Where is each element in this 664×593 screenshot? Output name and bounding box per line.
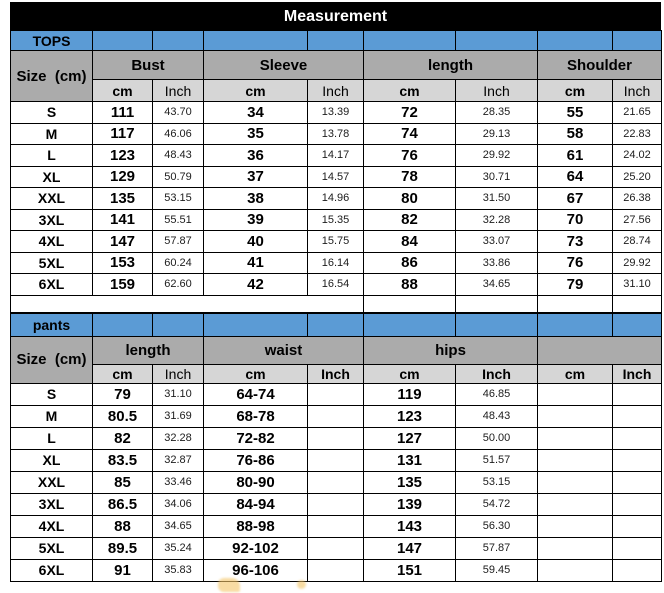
cm-value-cell: 64: [538, 166, 613, 188]
table-row: [11, 188, 662, 210]
blue-cell: [93, 31, 153, 51]
unit-header-cm: cm: [204, 80, 308, 102]
inch-value-cell: 43.70: [153, 102, 204, 124]
cm-value-cell: [538, 427, 613, 449]
inch-value-cell: 48.43: [456, 405, 538, 427]
cm-value-cell: 76: [538, 252, 613, 274]
cm-value-cell: 143: [364, 515, 456, 537]
cm-value-cell: 85: [93, 471, 153, 493]
unit-header-cm: cm: [93, 364, 153, 383]
inch-value-cell: 55.51: [153, 209, 204, 231]
size-column-header: Size (cm): [11, 336, 93, 383]
cm-value-cell: 68-78: [204, 405, 308, 427]
inch-value-cell: 31.10: [153, 383, 204, 405]
table-row: [11, 102, 662, 124]
cm-value-cell: 78: [364, 166, 456, 188]
inch-value-cell: 29.13: [456, 123, 538, 145]
cm-value-cell: 70: [538, 209, 613, 231]
table-row: [11, 493, 662, 515]
blue-cell: [613, 313, 662, 336]
cm-value-cell: 42: [204, 274, 308, 296]
unit-header-cm: cm: [93, 80, 153, 102]
inch-value-cell: [308, 427, 364, 449]
inch-value-cell: [613, 449, 662, 471]
gap-cell: [11, 295, 364, 312]
inch-value-cell: [308, 449, 364, 471]
cm-value-cell: 88: [364, 274, 456, 296]
cm-value-cell: 76-86: [204, 449, 308, 471]
gap-cell: [613, 295, 662, 312]
cm-value-cell: 61: [538, 145, 613, 167]
inch-value-cell: 46.06: [153, 123, 204, 145]
inch-value-cell: [613, 537, 662, 559]
blue-cell: [204, 31, 308, 51]
cm-value-cell: 86.5: [93, 493, 153, 515]
cm-value-cell: [538, 537, 613, 559]
unit-header-cm: cm: [538, 364, 613, 383]
cm-value-cell: 73: [538, 231, 613, 253]
tops-section-row: [11, 31, 662, 51]
group-header-length: length: [364, 51, 538, 80]
cm-value-cell: 131: [364, 449, 456, 471]
size-cell: 4XL: [11, 515, 93, 537]
inch-value-cell: 57.87: [456, 537, 538, 559]
inch-value-cell: 46.85: [456, 383, 538, 405]
cm-value-cell: [538, 405, 613, 427]
cm-value-cell: 37: [204, 166, 308, 188]
cm-value-cell: 111: [93, 102, 153, 124]
table-row: [11, 537, 662, 559]
inch-value-cell: 29.92: [456, 145, 538, 167]
blue-cell: [93, 313, 153, 336]
blue-cell: [204, 313, 308, 336]
cm-value-cell: [538, 493, 613, 515]
pants-table: [10, 313, 662, 582]
blue-cell: [308, 31, 364, 51]
inch-value-cell: 57.87: [153, 231, 204, 253]
unit-header-inch: Inch: [308, 364, 364, 383]
cm-value-cell: 147: [364, 537, 456, 559]
cm-value-cell: 123: [93, 145, 153, 167]
size-cell: L: [11, 145, 93, 167]
size-cell: XL: [11, 449, 93, 471]
inch-value-cell: [613, 515, 662, 537]
inch-value-cell: 31.69: [153, 405, 204, 427]
table-row: [11, 166, 662, 188]
inch-value-cell: 31.50: [456, 188, 538, 210]
tops-section-label: TOPS: [11, 31, 93, 51]
size-cell: 3XL: [11, 493, 93, 515]
inch-value-cell: 28.74: [613, 231, 662, 253]
tops-rows: [11, 102, 662, 296]
size-cell: 5XL: [11, 252, 93, 274]
table-row: [11, 123, 662, 145]
cm-value-cell: 147: [93, 231, 153, 253]
inch-value-cell: 13.78: [308, 123, 364, 145]
unit-header-cm: cm: [364, 364, 456, 383]
cm-value-cell: 80.5: [93, 405, 153, 427]
inch-value-cell: 24.02: [613, 145, 662, 167]
inch-value-cell: 34.65: [456, 274, 538, 296]
inch-value-cell: 22.83: [613, 123, 662, 145]
cm-value-cell: [538, 471, 613, 493]
size-cell: M: [11, 123, 93, 145]
group-header-empty: [538, 336, 662, 364]
size-cell: S: [11, 383, 93, 405]
inch-value-cell: 32.87: [153, 449, 204, 471]
inch-value-cell: 13.39: [308, 102, 364, 124]
inch-value-cell: 53.15: [456, 471, 538, 493]
unit-header-cm: cm: [204, 364, 308, 383]
inch-value-cell: 25.20: [613, 166, 662, 188]
cm-value-cell: 135: [364, 471, 456, 493]
size-cell: 3XL: [11, 209, 93, 231]
cm-value-cell: 36: [204, 145, 308, 167]
inch-value-cell: 56.30: [456, 515, 538, 537]
table-row: [11, 559, 662, 581]
cm-value-cell: [538, 449, 613, 471]
inch-value-cell: 30.71: [456, 166, 538, 188]
blue-cell: [364, 313, 456, 336]
inch-value-cell: 32.28: [153, 427, 204, 449]
table-row: [11, 252, 662, 274]
cm-value-cell: 67: [538, 188, 613, 210]
cm-value-cell: 119: [364, 383, 456, 405]
cm-value-cell: 92-102: [204, 537, 308, 559]
cm-value-cell: 40: [204, 231, 308, 253]
cm-value-cell: 84: [364, 231, 456, 253]
inch-value-cell: 34.06: [153, 493, 204, 515]
cm-value-cell: [538, 559, 613, 581]
group-header-hips: hips: [364, 336, 538, 364]
blue-cell: [613, 31, 662, 51]
pants-section-row: [11, 313, 662, 336]
cm-value-cell: 88: [93, 515, 153, 537]
cm-value-cell: [538, 515, 613, 537]
inch-value-cell: 54.72: [456, 493, 538, 515]
inch-value-cell: 53.15: [153, 188, 204, 210]
table-row: [11, 405, 662, 427]
unit-header-inch: Inch: [153, 364, 204, 383]
cm-value-cell: 91: [93, 559, 153, 581]
cm-value-cell: 141: [93, 209, 153, 231]
cm-value-cell: 55: [538, 102, 613, 124]
blue-cell: [538, 31, 613, 51]
cm-value-cell: 153: [93, 252, 153, 274]
inch-value-cell: 35.24: [153, 537, 204, 559]
unit-header-inch: Inch: [456, 364, 538, 383]
inch-value-cell: 27.56: [613, 209, 662, 231]
inch-value-cell: 26.38: [613, 188, 662, 210]
cm-value-cell: 89.5: [93, 537, 153, 559]
unit-header-inch: Inch: [153, 80, 204, 102]
size-cell: 5XL: [11, 537, 93, 559]
blue-cell: [364, 31, 456, 51]
blue-cell: [538, 313, 613, 336]
blue-cell: [153, 31, 204, 51]
inch-value-cell: [613, 493, 662, 515]
table-row: [11, 383, 662, 405]
inch-value-cell: 33.86: [456, 252, 538, 274]
inch-value-cell: [613, 559, 662, 581]
inch-value-cell: 28.35: [456, 102, 538, 124]
cm-value-cell: 151: [364, 559, 456, 581]
cm-value-cell: 74: [364, 123, 456, 145]
cm-value-cell: 35: [204, 123, 308, 145]
inch-value-cell: 16.14: [308, 252, 364, 274]
cm-value-cell: 80-90: [204, 471, 308, 493]
cm-value-cell: 135: [93, 188, 153, 210]
tops-unit-header-row: [11, 80, 662, 102]
cm-value-cell: 39: [204, 209, 308, 231]
group-header-length: length: [93, 336, 204, 364]
pants-section-label: pants: [11, 313, 93, 336]
size-cell: XXL: [11, 471, 93, 493]
inch-value-cell: [308, 559, 364, 581]
unit-header-inch: Inch: [456, 80, 538, 102]
size-cell: XL: [11, 166, 93, 188]
cm-value-cell: [538, 383, 613, 405]
inch-value-cell: 21.65: [613, 102, 662, 124]
cm-value-cell: 82: [93, 427, 153, 449]
cm-value-cell: 84-94: [204, 493, 308, 515]
cm-value-cell: 129: [93, 166, 153, 188]
gap-cell: [456, 295, 538, 312]
cm-value-cell: 41: [204, 252, 308, 274]
table-row: [11, 209, 662, 231]
inch-value-cell: 35.83: [153, 559, 204, 581]
cm-value-cell: 127: [364, 427, 456, 449]
inch-value-cell: [308, 471, 364, 493]
cm-value-cell: 96-106: [204, 559, 308, 581]
size-column-header: Size (cm): [11, 51, 93, 102]
inch-value-cell: 33.07: [456, 231, 538, 253]
unit-header-inch: Inch: [613, 80, 662, 102]
cm-value-cell: 82: [364, 209, 456, 231]
inch-value-cell: 14.96: [308, 188, 364, 210]
inch-value-cell: [308, 537, 364, 559]
size-cell: L: [11, 427, 93, 449]
gap-cell: [538, 295, 613, 312]
table-row: [11, 427, 662, 449]
blue-cell: [456, 313, 538, 336]
inch-value-cell: 29.92: [613, 252, 662, 274]
chart-title: Measurement: [10, 2, 661, 30]
cm-value-cell: 64-74: [204, 383, 308, 405]
cm-value-cell: 38: [204, 188, 308, 210]
inch-value-cell: 14.57: [308, 166, 364, 188]
inch-value-cell: 33.46: [153, 471, 204, 493]
cm-value-cell: 123: [364, 405, 456, 427]
size-cell: 6XL: [11, 559, 93, 581]
inch-value-cell: 15.75: [308, 231, 364, 253]
cm-value-cell: 72-82: [204, 427, 308, 449]
inch-value-cell: [308, 405, 364, 427]
cm-value-cell: 72: [364, 102, 456, 124]
inch-value-cell: 50.00: [456, 427, 538, 449]
cm-value-cell: 159: [93, 274, 153, 296]
cm-value-cell: 86: [364, 252, 456, 274]
inch-value-cell: 48.43: [153, 145, 204, 167]
size-chart-sheet: [10, 2, 661, 582]
inch-value-cell: 14.17: [308, 145, 364, 167]
tops-table: [10, 30, 662, 313]
pants-group-header-row: [11, 336, 662, 364]
inch-value-cell: 60.24: [153, 252, 204, 274]
inch-value-cell: 51.57: [456, 449, 538, 471]
cm-value-cell: 83.5: [93, 449, 153, 471]
inch-value-cell: 50.79: [153, 166, 204, 188]
table-row: [11, 274, 662, 296]
table-gap-row: [11, 295, 662, 312]
pants-unit-header-row: [11, 364, 662, 383]
size-cell: M: [11, 405, 93, 427]
inch-value-cell: [613, 405, 662, 427]
table-row: [11, 231, 662, 253]
table-row: [11, 471, 662, 493]
cm-value-cell: 34: [204, 102, 308, 124]
blue-cell: [308, 313, 364, 336]
cm-value-cell: 79: [93, 383, 153, 405]
unit-header-inch: Inch: [613, 364, 662, 383]
cm-value-cell: 58: [538, 123, 613, 145]
size-cell: 4XL: [11, 231, 93, 253]
group-header-waist: waist: [204, 336, 364, 364]
cm-value-cell: 139: [364, 493, 456, 515]
blue-cell: [153, 313, 204, 336]
inch-value-cell: [308, 493, 364, 515]
cm-value-cell: 88-98: [204, 515, 308, 537]
table-row: [11, 515, 662, 537]
cm-value-cell: 117: [93, 123, 153, 145]
unit-header-cm: cm: [364, 80, 456, 102]
cm-value-cell: 80: [364, 188, 456, 210]
group-header-bust: Bust: [93, 51, 204, 80]
inch-value-cell: [308, 515, 364, 537]
inch-value-cell: 62.60: [153, 274, 204, 296]
inch-value-cell: 16.54: [308, 274, 364, 296]
inch-value-cell: [613, 383, 662, 405]
watermark-fragment: [297, 580, 306, 589]
watermark-fragment: [218, 578, 240, 592]
inch-value-cell: 59.45: [456, 559, 538, 581]
cm-value-cell: 76: [364, 145, 456, 167]
table-row: [11, 449, 662, 471]
inch-value-cell: 32.28: [456, 209, 538, 231]
group-header-shoulder: Shoulder: [538, 51, 662, 80]
unit-header-inch: Inch: [308, 80, 364, 102]
inch-value-cell: 31.10: [613, 274, 662, 296]
size-cell: S: [11, 102, 93, 124]
unit-header-cm: cm: [538, 80, 613, 102]
blue-cell: [456, 31, 538, 51]
inch-value-cell: [308, 383, 364, 405]
size-cell: 6XL: [11, 274, 93, 296]
inch-value-cell: [613, 471, 662, 493]
table-row: [11, 145, 662, 167]
inch-value-cell: 15.35: [308, 209, 364, 231]
tops-group-header-row: [11, 51, 662, 80]
pants-rows: [11, 383, 662, 581]
inch-value-cell: [613, 427, 662, 449]
cm-value-cell: 79: [538, 274, 613, 296]
inch-value-cell: 34.65: [153, 515, 204, 537]
group-header-sleeve: Sleeve: [204, 51, 364, 80]
gap-cell: [364, 295, 456, 312]
size-cell: XXL: [11, 188, 93, 210]
